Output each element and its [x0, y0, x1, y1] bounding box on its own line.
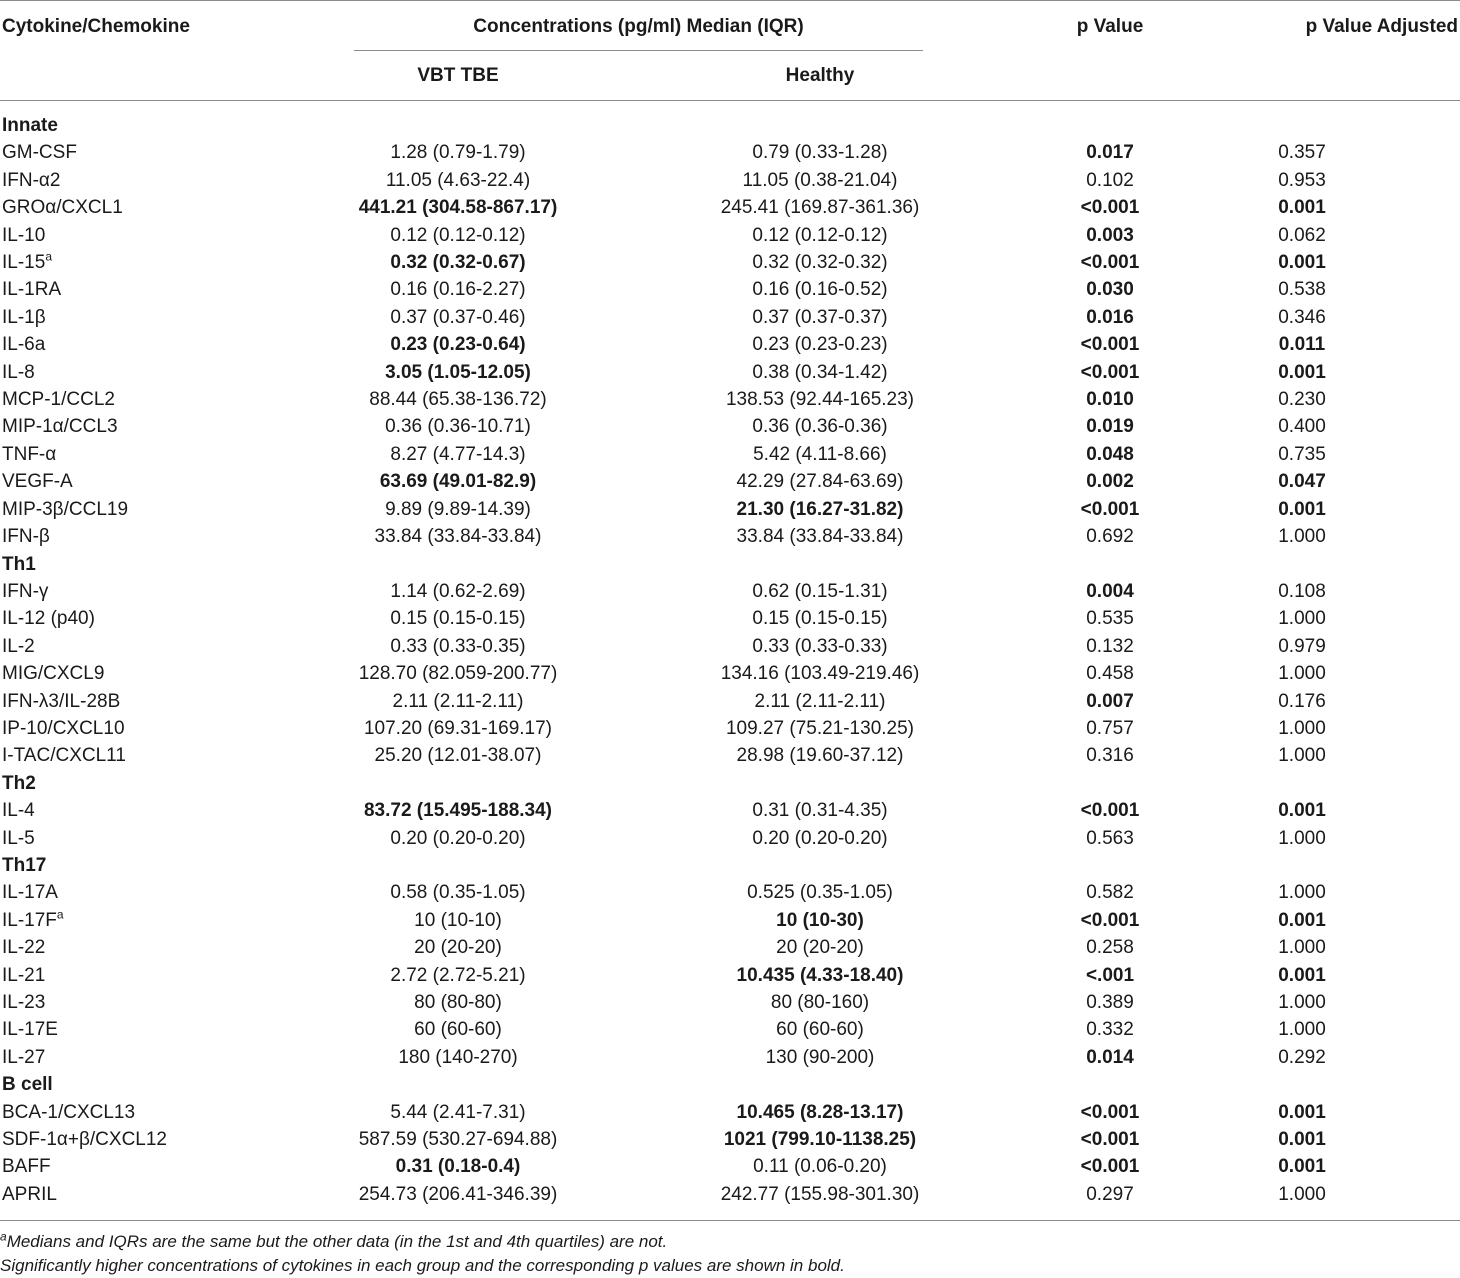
cytokine-name [2, 1044, 45, 1071]
p-value: <0.001 [1080, 1156, 1140, 1178]
table-row [0, 222, 1460, 249]
p-value: 0.003 [1086, 224, 1134, 246]
p-value: 0.007 [1086, 690, 1134, 712]
table-row [0, 194, 1460, 221]
p-value-adjusted: 0.001 [1278, 498, 1326, 520]
cytokine-name [2, 879, 58, 906]
p-value-adjusted: 1.000 [1278, 717, 1326, 739]
healthy-value: 20 (20-20) [776, 937, 864, 959]
p-value-adjusted: 1.000 [1278, 937, 1326, 959]
vbt-tbe-value: 587.59 (530.27-694.88) [358, 1129, 558, 1151]
p-value-adjusted: 0.001 [1278, 909, 1326, 931]
cytokine-name [2, 413, 118, 440]
header-concentrations: Concentrations (pg/ml) Median (IQR) [473, 16, 804, 37]
vbt-tbe-value: 88.44 (65.38-136.72) [369, 389, 547, 411]
table-row [0, 496, 1460, 523]
group-header-row [0, 852, 1460, 879]
p-value: <0.001 [1080, 800, 1140, 822]
vbt-tbe-value: 0.15 (0.15-0.15) [390, 608, 526, 630]
vbt-tbe-value: 20 (20-20) [414, 937, 502, 959]
cytokine-name [2, 989, 45, 1016]
cytokine-name-text: IL-23 [2, 992, 46, 1013]
cytokine-name [2, 1099, 135, 1126]
table-row [0, 715, 1460, 742]
p-value-adjusted: 1.000 [1278, 663, 1326, 685]
p-value: <0.001 [1080, 498, 1140, 520]
p-value-adjusted: 0.001 [1278, 252, 1326, 274]
healthy-value: 0.525 (0.35-1.05) [747, 882, 893, 904]
group-header-row [0, 1071, 1460, 1098]
table-row [0, 907, 1460, 934]
p-value-adjusted: 1.000 [1278, 1183, 1326, 1205]
p-value-adjusted: 0.230 [1278, 389, 1326, 411]
p-value-adjusted: 0.001 [1278, 361, 1326, 383]
cytokine-name-text: VEGF-A [2, 471, 73, 493]
p-value: 0.582 [1086, 882, 1134, 904]
p-value: 0.458 [1086, 663, 1134, 685]
header-subrule [354, 50, 923, 51]
table-row [0, 1044, 1460, 1071]
p-value: <0.001 [1080, 334, 1140, 356]
vbt-tbe-value: 1.14 (0.62-2.69) [390, 580, 526, 602]
cytokine-name-text: IL-27 [2, 1046, 46, 1068]
footnote-a-marker: a [0, 1229, 7, 1244]
vbt-tbe-value: 5.44 (2.41-7.31) [390, 1101, 526, 1123]
cytokine-name [2, 633, 35, 660]
group-header-row [0, 112, 1460, 139]
vbt-tbe-value: 10 (10-10) [414, 909, 502, 931]
vbt-tbe-value: 83.72 (15.495-188.34) [363, 800, 553, 822]
healthy-value: 28.98 (19.60-37.12) [736, 745, 904, 767]
healthy-value: 0.36 (0.36-0.36) [752, 416, 888, 438]
p-value-adjusted: 0.735 [1278, 443, 1326, 465]
p-value: 0.692 [1086, 526, 1134, 548]
cytokine-name-text: MIP-3β/CCL19 [2, 498, 129, 520]
table-row [0, 386, 1460, 413]
cytokine-name [2, 578, 48, 605]
p-value: <0.001 [1080, 909, 1140, 931]
cytokine-name [2, 660, 104, 687]
cytokine-name [2, 249, 52, 276]
cytokine-name [2, 441, 56, 468]
cytokine-name-text: IL-1β [2, 306, 46, 328]
cytokine-name-text: IL-4 [2, 800, 35, 822]
vbt-tbe-value: 0.31 (0.18-0.4) [395, 1156, 521, 1178]
top-rule [0, 0, 1460, 1]
cytokine-name [2, 139, 77, 166]
table-row [0, 441, 1460, 468]
cytokine-name-text: I-TAC/CXCL11 [2, 745, 126, 767]
table-row [0, 1126, 1460, 1153]
healthy-value: 11.05 (0.38-21.04) [742, 169, 898, 191]
vbt-tbe-value: 107.20 (69.31-169.17) [363, 717, 553, 739]
vbt-tbe-value: 1.28 (0.79-1.79) [390, 142, 526, 164]
footnote-a-text: Medians and IQRs are the same but the other data (in the 1st and 4th quartiles) are not. [6, 1232, 668, 1251]
cytokine-name-text: BAFF [2, 1156, 51, 1178]
healthy-value: 130 (90-200) [765, 1046, 875, 1068]
cytokine-name [2, 304, 46, 331]
vbt-tbe-value: 254.73 (206.41-346.39) [358, 1183, 558, 1205]
table-row [0, 989, 1460, 1016]
p-value: 0.010 [1086, 389, 1134, 411]
vbt-tbe-value: 0.16 (0.16-2.27) [390, 279, 526, 301]
p-value: 0.316 [1086, 745, 1134, 767]
cytokine-name [2, 167, 60, 194]
healthy-value: 5.42 (4.11-8.66) [753, 443, 887, 465]
p-value-adjusted: 0.001 [1278, 800, 1326, 822]
cytokine-name-text: IL-12 (p40) [2, 608, 95, 630]
vbt-tbe-value: 33.84 (33.84-33.84) [374, 526, 542, 548]
cytokine-name [2, 523, 50, 550]
p-value: 0.017 [1086, 142, 1134, 164]
table-row [0, 688, 1460, 715]
p-value: <0.001 [1080, 361, 1140, 383]
healthy-value: 0.15 (0.15-0.15) [752, 608, 888, 630]
p-value: 0.332 [1086, 1019, 1134, 1041]
table-row [0, 523, 1460, 550]
cytokine-name-text: IFN-λ3/IL-28B [2, 690, 121, 712]
cytokine-name-text: IL-5 [2, 827, 35, 849]
p-value-adjusted: 0.062 [1278, 224, 1326, 246]
cytokine-name-text: TNF-α [2, 443, 57, 465]
p-value-adjusted: 1.000 [1278, 526, 1326, 548]
p-value: <0.001 [1080, 1129, 1140, 1151]
cytokine-name [2, 742, 126, 769]
p-value-adjusted: 0.346 [1278, 306, 1326, 328]
p-value-adjusted: 0.001 [1278, 1156, 1326, 1178]
vbt-tbe-value: 80 (80-80) [414, 992, 502, 1013]
healthy-value: 0.62 (0.15-1.31) [752, 580, 888, 602]
vbt-tbe-value: 0.32 (0.32-0.67) [390, 252, 526, 274]
healthy-value: 2.11 (2.11-2.11) [754, 690, 886, 712]
group-label: Th2 [2, 772, 36, 794]
table-row [0, 797, 1460, 824]
p-value-adjusted: 1.000 [1278, 1019, 1326, 1041]
p-value: 0.002 [1086, 471, 1134, 493]
cytokine-name [2, 386, 115, 413]
healthy-value: 10.465 (8.28-13.17) [736, 1101, 904, 1123]
p-value: <0.001 [1080, 1101, 1140, 1123]
vbt-tbe-value: 128.70 (82.059-200.77) [358, 663, 558, 685]
p-value: 0.102 [1086, 169, 1134, 191]
healthy-value: 0.33 (0.33-0.33) [752, 635, 888, 657]
cytokine-name-text: IL-17E [2, 1019, 58, 1041]
cytokine-name [2, 194, 123, 221]
vbt-tbe-value: 63.69 (49.01-82.9) [379, 471, 537, 493]
vbt-tbe-value: 0.20 (0.20-0.20) [390, 827, 526, 849]
healthy-value: 10 (10-30) [776, 909, 864, 931]
p-value: 0.132 [1086, 635, 1134, 657]
table-row [0, 249, 1460, 276]
table-row [0, 660, 1460, 687]
p-value-adjusted: 0.001 [1278, 1129, 1326, 1151]
p-value-adjusted: 0.001 [1278, 1101, 1326, 1123]
table-row [0, 139, 1460, 166]
vbt-tbe-value: 11.05 (4.63-22.4) [385, 169, 531, 191]
healthy-value: 0.31 (0.31-4.35) [752, 800, 888, 822]
footnote-bold: Significantly higher concentrations of cytokines in each group and the corresponding p values are shown in bold. [0, 1256, 845, 1275]
cytokine-name [2, 688, 120, 715]
p-value-adjusted: 0.979 [1278, 635, 1326, 657]
cytokine-name-text: IL-21 [2, 964, 46, 986]
cytokine-name [2, 825, 35, 852]
group-header-row [0, 770, 1460, 797]
p-value-adjusted: 0.400 [1278, 416, 1326, 438]
header-rule [0, 100, 1460, 101]
table-row [0, 605, 1460, 632]
healthy-value: 0.79 (0.33-1.28) [752, 142, 888, 164]
cytokine-name-text: SDF-1α+β/CXCL12 [2, 1129, 167, 1151]
group-label: Th1 [2, 553, 36, 575]
cytokine-name-text: IL-2 [2, 635, 35, 657]
group-label: Innate [2, 115, 58, 136]
healthy-value: 0.16 (0.16-0.52) [752, 279, 888, 301]
vbt-tbe-value: 0.36 (0.36-10.71) [385, 416, 531, 438]
p-value: <0.001 [1080, 197, 1140, 219]
p-value: 0.563 [1086, 827, 1134, 849]
header-cytokine: Cytokine/Chemokine [2, 16, 190, 37]
p-value: <0.001 [1080, 252, 1140, 274]
cytokine-name-text: IL-17A [2, 882, 58, 904]
group-label: B cell [2, 1074, 53, 1096]
p-value-adjusted: 0.047 [1278, 471, 1326, 493]
table-body [0, 112, 1460, 1208]
p-value: 0.048 [1086, 443, 1134, 465]
table-row [0, 742, 1460, 769]
p-value-adjusted: 1.000 [1278, 745, 1326, 767]
vbt-tbe-value: 0.37 (0.37-0.46) [390, 306, 526, 328]
footnote-marker: a [56, 907, 64, 922]
group-header-row [0, 551, 1460, 578]
vbt-tbe-value: 0.12 (0.12-0.12) [390, 224, 526, 246]
table-row [0, 578, 1460, 605]
cytokine-name [2, 1016, 58, 1043]
vbt-tbe-value: 3.05 (1.05-12.05) [385, 361, 531, 383]
healthy-value: 0.23 (0.23-0.23) [752, 334, 888, 356]
cytokine-name [2, 907, 64, 934]
table-row [0, 962, 1460, 989]
vbt-tbe-value: 9.89 (9.89-14.39) [385, 498, 531, 520]
table-row [0, 468, 1460, 495]
p-value-adjusted: 0.108 [1278, 580, 1326, 602]
table-row [0, 1153, 1460, 1180]
cytokine-name-text: IL-22 [2, 937, 46, 959]
footnote-a [0, 1229, 668, 1252]
p-value-adjusted: 0.011 [1278, 334, 1326, 356]
p-value: 0.016 [1086, 306, 1134, 328]
p-value: 0.757 [1086, 717, 1134, 739]
cytokine-name-text: APRIL [2, 1183, 57, 1205]
table-row [0, 1099, 1460, 1126]
p-value-adjusted: 0.357 [1278, 142, 1326, 164]
cytokine-name [2, 715, 125, 742]
healthy-value: 1021 (799.10-1138.25) [723, 1129, 917, 1151]
healthy-value: 0.32 (0.32-0.32) [752, 252, 888, 274]
p-value-adjusted: 0.001 [1278, 197, 1326, 219]
vbt-tbe-value: 0.58 (0.35-1.05) [390, 882, 526, 904]
table-row [0, 934, 1460, 961]
cytokine-name-text: IL-17F [2, 909, 57, 931]
p-value: <.001 [1085, 964, 1135, 986]
table-row [0, 1181, 1460, 1208]
p-value: 0.297 [1086, 1183, 1134, 1205]
p-value-adjusted: 0.292 [1278, 1046, 1326, 1068]
healthy-value: 134.16 (103.49-219.46) [720, 663, 920, 685]
cytokine-name-text: IL-10 [2, 224, 46, 246]
healthy-value: 0.38 (0.34-1.42) [752, 361, 888, 383]
header-p-value: p Value [1076, 16, 1144, 37]
group-label: Th17 [2, 854, 47, 876]
vbt-tbe-value: 180 (140-270) [398, 1046, 518, 1068]
cytokine-name-text: GM-CSF [2, 142, 77, 164]
healthy-value: 0.11 (0.06-0.20) [753, 1156, 887, 1178]
healthy-value: 60 (60-60) [776, 1019, 864, 1041]
cytokine-name [2, 468, 73, 495]
vbt-tbe-value: 0.33 (0.33-0.35) [390, 635, 526, 657]
footnote-marker: a [45, 249, 52, 264]
p-value-adjusted: 1.000 [1278, 992, 1326, 1013]
table-row [0, 304, 1460, 331]
p-value: 0.258 [1086, 937, 1134, 959]
header-p-value-adjusted: p Value Adjusted [1305, 16, 1458, 37]
cytokine-name-text: MIP-1α/CCL3 [2, 416, 118, 438]
healthy-value: 33.84 (33.84-33.84) [736, 526, 904, 548]
healthy-value: 109.27 (75.21-130.25) [725, 717, 915, 739]
cytokine-name [2, 605, 95, 632]
healthy-value: 42.29 (27.84-63.69) [736, 471, 904, 493]
p-value-adjusted: 0.953 [1278, 169, 1326, 191]
p-value: 0.019 [1086, 416, 1134, 438]
table-row [0, 1016, 1460, 1043]
cytokine-name-text: MIG/CXCL9 [2, 663, 105, 685]
healthy-value: 245.41 (169.87-361.36) [720, 197, 920, 219]
healthy-value: 21.30 (16.27-31.82) [736, 498, 904, 520]
header-vbt-tbe: VBT TBE [417, 65, 499, 86]
table-row [0, 167, 1460, 194]
vbt-tbe-value: 0.23 (0.23-0.64) [390, 334, 526, 356]
p-value: 0.014 [1086, 1046, 1134, 1068]
p-value: 0.389 [1086, 992, 1134, 1013]
cytokine-name-text: IL-6a [2, 334, 46, 356]
p-value-adjusted: 0.176 [1278, 690, 1326, 712]
cytokine-name-text: IL-1RA [2, 279, 62, 301]
cytokine-name [2, 1153, 51, 1180]
healthy-value: 10.435 (4.33-18.40) [736, 964, 904, 986]
vbt-tbe-value: 60 (60-60) [414, 1019, 502, 1041]
vbt-tbe-value: 441.21 (304.58-867.17) [358, 197, 558, 219]
cytokine-name [2, 1126, 167, 1153]
table-row [0, 879, 1460, 906]
table-row [0, 413, 1460, 440]
p-value-adjusted: 0.001 [1278, 964, 1326, 986]
cytokine-name [2, 276, 61, 303]
cytokine-name [2, 222, 45, 249]
p-value-adjusted: 1.000 [1278, 882, 1326, 904]
vbt-tbe-value: 25.20 (12.01-38.07) [374, 745, 542, 767]
table-row [0, 633, 1460, 660]
cytokine-name-text: BCA-1/CXCL13 [2, 1101, 136, 1123]
healthy-value: 0.20 (0.20-0.20) [752, 827, 888, 849]
healthy-value: 138.53 (92.44-165.23) [725, 389, 915, 411]
cytokine-name [2, 797, 35, 824]
p-value: 0.030 [1086, 279, 1134, 301]
bottom-rule [0, 1220, 1460, 1221]
p-value-adjusted: 1.000 [1278, 827, 1326, 849]
cytokine-name [2, 331, 45, 358]
cytokine-name-text: IP-10/CXCL10 [2, 717, 125, 739]
healthy-value: 0.12 (0.12-0.12) [752, 224, 888, 246]
table-row [0, 276, 1460, 303]
table-row [0, 825, 1460, 852]
cytokine-name-text: IFN-α2 [2, 169, 61, 191]
p-value: 0.535 [1086, 608, 1134, 630]
table-row [0, 331, 1460, 358]
vbt-tbe-value: 8.27 (4.77-14.3) [390, 443, 526, 465]
cytokine-name-text: MCP-1/CCL2 [2, 389, 115, 411]
cytokine-name [2, 1181, 57, 1208]
header-healthy: Healthy [785, 65, 855, 86]
cytokine-name [2, 962, 45, 989]
cytokine-name-text: GROα/CXCL1 [2, 197, 123, 219]
p-value-adjusted: 0.538 [1278, 279, 1326, 301]
vbt-tbe-value: 2.11 (2.11-2.11) [392, 690, 524, 712]
cytokine-name [2, 496, 128, 523]
healthy-value: 80 (80-160) [770, 992, 870, 1013]
p-value: 0.004 [1086, 580, 1134, 602]
cytokine-name-text: IL-8 [2, 361, 35, 383]
table-row [0, 359, 1460, 386]
cytokine-name [2, 359, 35, 386]
cytokine-name-text: IFN-γ [2, 580, 49, 602]
healthy-value: 242.77 (155.98-301.30) [720, 1183, 920, 1205]
cytokine-name [2, 934, 45, 961]
cytokine-name-text: IFN-β [2, 526, 50, 548]
p-value-adjusted: 1.000 [1278, 608, 1326, 630]
vbt-tbe-value: 2.72 (2.72-5.21) [390, 964, 526, 986]
healthy-value: 0.37 (0.37-0.37) [752, 306, 888, 328]
cytokine-name-text: IL-15 [2, 252, 46, 274]
